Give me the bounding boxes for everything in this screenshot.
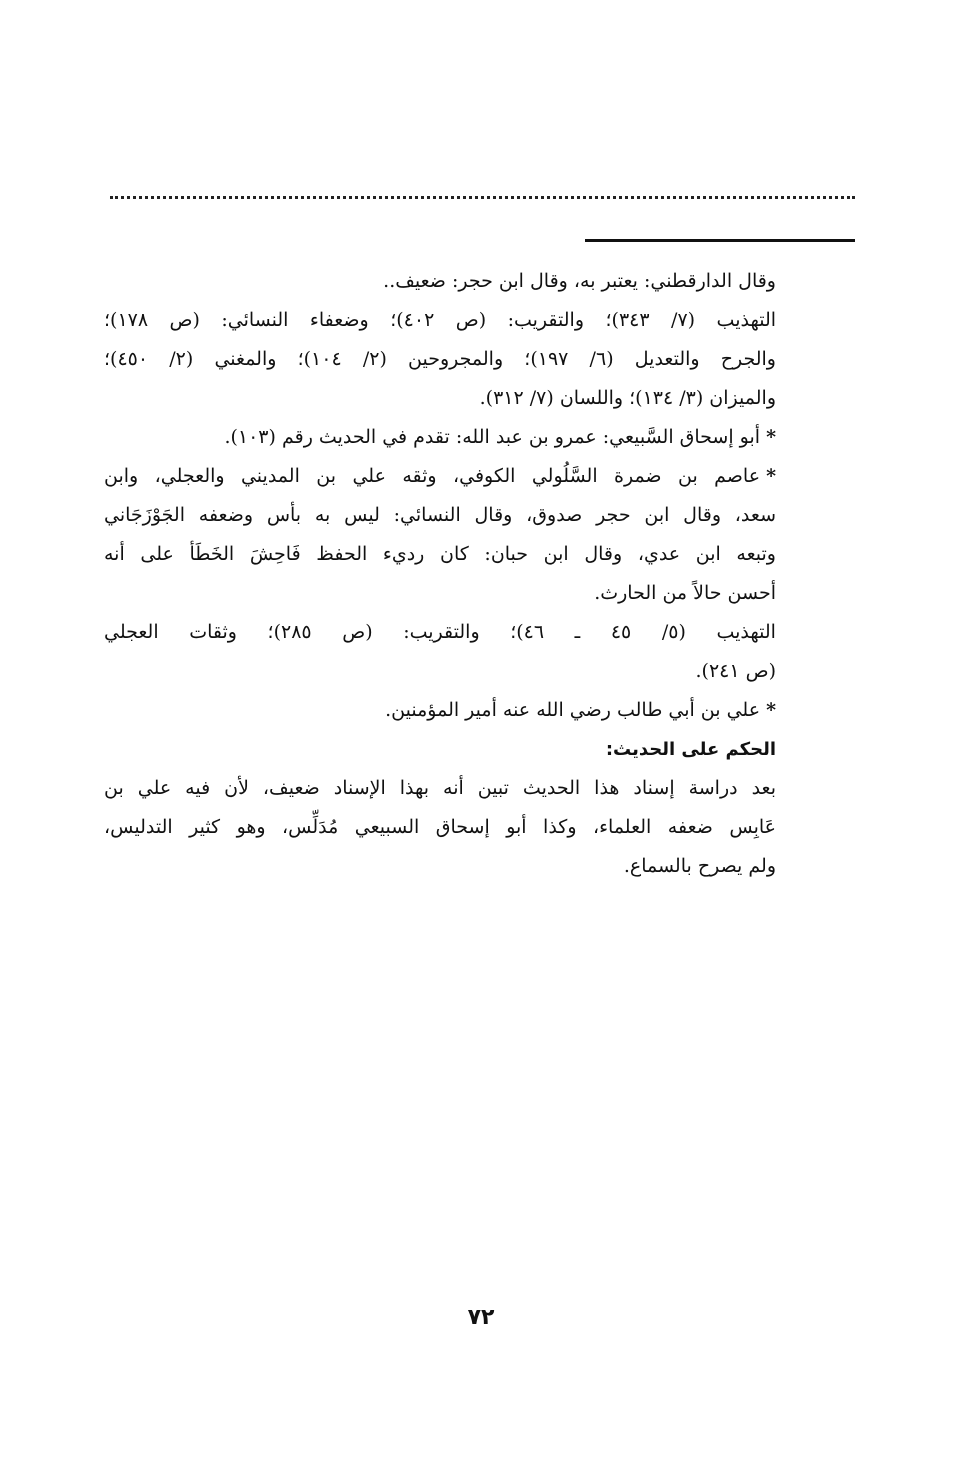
page-number: ٧٢ xyxy=(467,1305,495,1330)
text-line: التهذيب (٧/ ٣٤٣)؛ والتقريب: (ص ٤٠٢)؛ وضعفاء النسائي: (ص ١٧٨)؛ xyxy=(104,309,776,331)
text-line: بعد دراسة إسناد هذا الحديث تبين أنه بهذا الإسناد ضعيف، لأن فيه علي بن xyxy=(104,777,776,799)
text-line: ولم يصرح بالسماع. xyxy=(623,855,776,877)
bullet-line xyxy=(104,457,776,496)
text-line: عَابِس ضعفه العلماء، وكذا أبو إسحاق السبيعي مُدَلِّس، وهو كثير التدليس، xyxy=(104,816,776,838)
bullet-marker: * xyxy=(766,699,776,721)
text-line: وقال الدارقطني: يعتبر به، وقال ابن حجر: ضعيف.. xyxy=(383,270,776,292)
text-line: والجرح والتعديل (٦/ ١٩٧)؛ والمجروحين (٢/ ١٠٤)؛ والمغني (٢/ ٤٥٠)؛ xyxy=(104,348,776,370)
footnote-rule xyxy=(585,239,855,242)
text-line: سعد، وقال ابن حجر صدوق، وقال النسائي: ليس به بأس وضعفه الجَوْزَجَاني xyxy=(104,504,776,526)
text-line: وتبعه ابن عدي، وقال ابن حبان: كان رديء الحفظ فَاحِشَ الخَطَأ على أنه xyxy=(104,543,776,565)
section-heading: الحكم على الحديث: xyxy=(605,739,776,760)
text-line: أبو إسحاق السَّبيعي: عمرو بن عبد الله: تقدم في الحديث رقم (١٠٣). xyxy=(224,426,761,448)
text-line: أحسن حالاً من الحارث. xyxy=(594,582,776,604)
text-line: عاصم بن ضمرة السَّلُولي الكوفي، وثقه علي بن المديني والعجلي، وابن xyxy=(104,465,761,487)
text-line: (ص ٢٤١). xyxy=(695,660,776,682)
footnote-text-block xyxy=(104,262,776,886)
text-line: التهذيب (٥/ ٤٥ ـ ٤٦)؛ والتقريب: (ص ٢٨٥)؛ وثقات العجلي xyxy=(104,621,776,643)
text-line: علي بن أبي طالب رضي الله عنه أمير المؤمنين. xyxy=(385,699,761,721)
dotted-separator xyxy=(110,196,855,199)
bullet-marker: * xyxy=(766,465,776,487)
bullet-line xyxy=(104,691,776,730)
bullet-line xyxy=(104,418,776,457)
text-line: والميزان (٣/ ١٣٤)؛ واللسان (٧/ ٣١٢). xyxy=(479,387,776,409)
bullet-marker: * xyxy=(766,426,776,448)
